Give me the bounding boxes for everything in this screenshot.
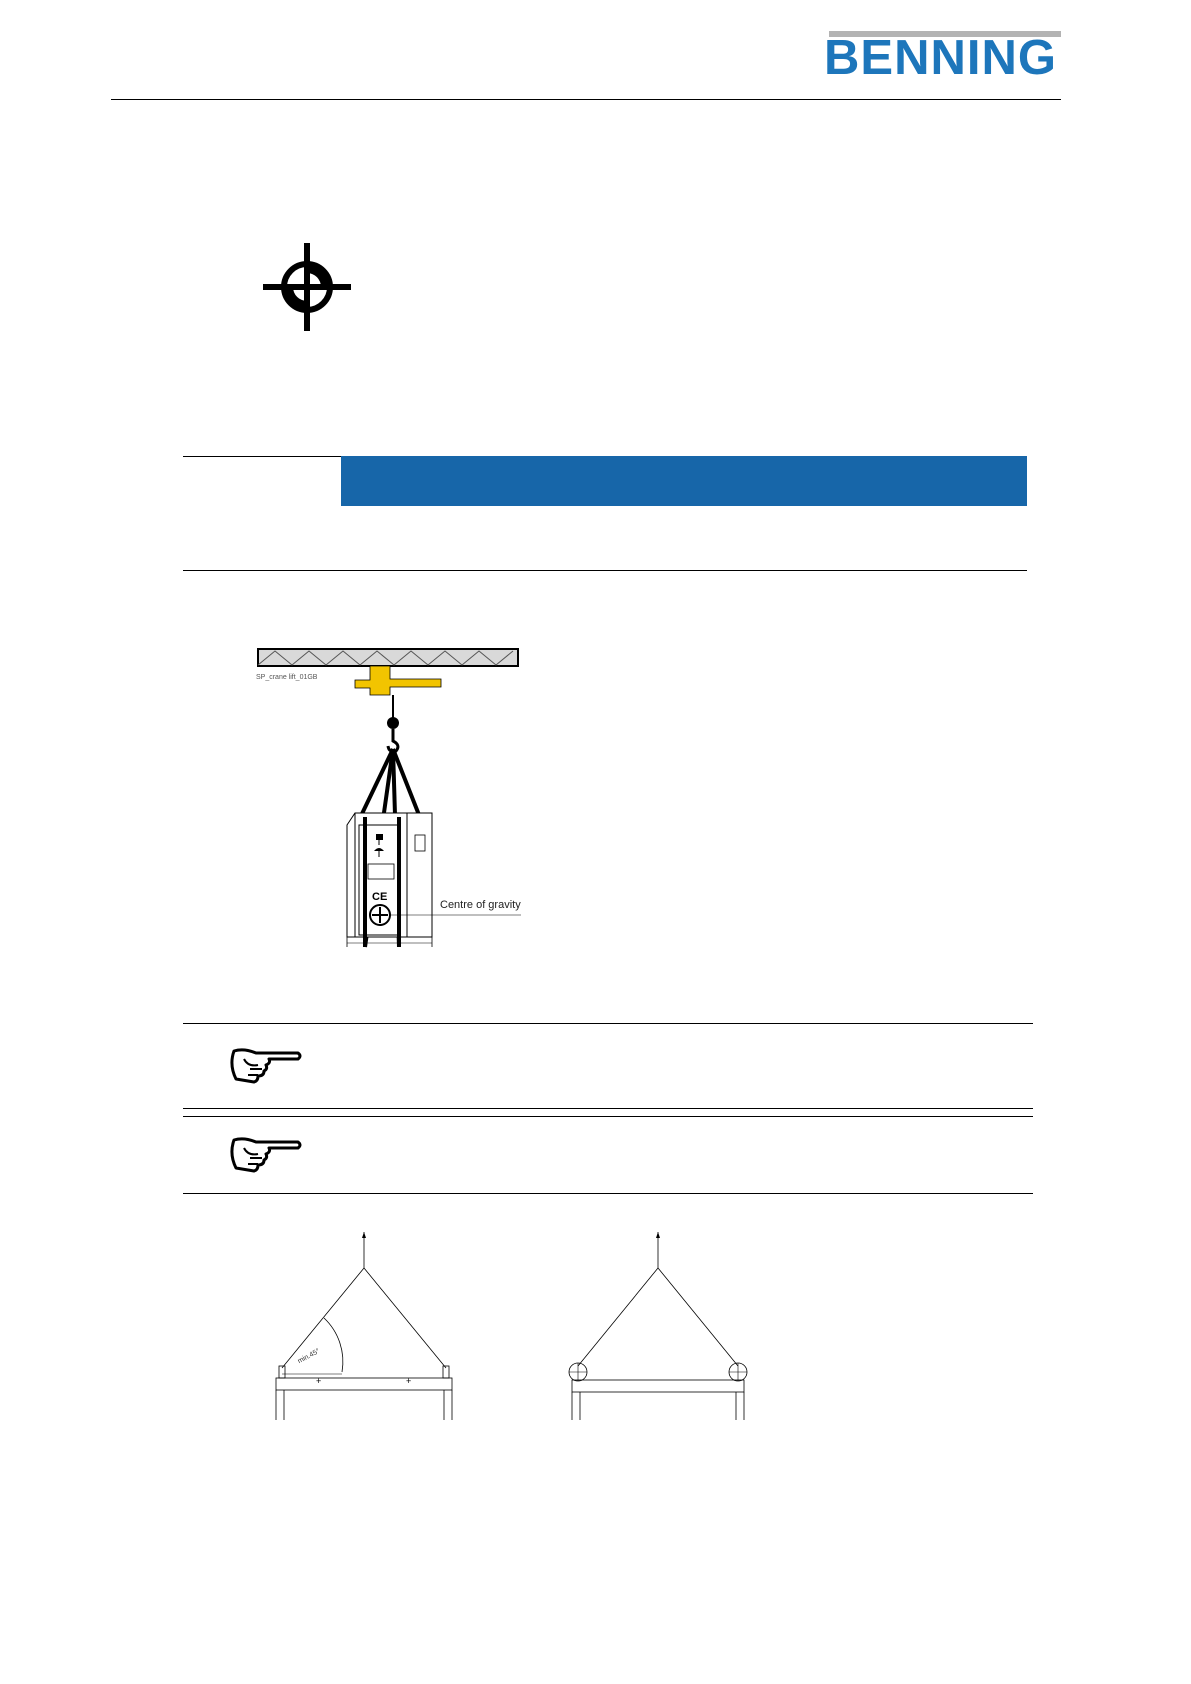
sling-angle-label: min.45° (296, 1347, 322, 1366)
note-bottom-rule (183, 1193, 1033, 1194)
sling-angle-figure (270, 1232, 470, 1422)
crane-figure-code: SP_crane lift_01GB (256, 674, 318, 681)
header-rule (111, 99, 1061, 100)
benning-logo: BENNING (824, 31, 1057, 85)
warning-header-bar (341, 456, 1027, 506)
note-bottom-rule (183, 1108, 1033, 1109)
centre-of-gravity-icon (263, 243, 351, 331)
table-bottom-rule (183, 570, 1027, 571)
sling-eyebolt-figure (560, 1232, 760, 1422)
centre-of-gravity-label: Centre of gravity (440, 899, 521, 911)
svg-text:+: + (316, 1376, 322, 1386)
note-top-rule (183, 1023, 1033, 1024)
pointing-hand-icon (226, 1134, 304, 1174)
svg-text:+: + (406, 1376, 412, 1386)
note-top-rule (183, 1116, 1033, 1117)
pointing-hand-icon (226, 1045, 304, 1085)
svg-text:CE: CE (372, 891, 388, 903)
